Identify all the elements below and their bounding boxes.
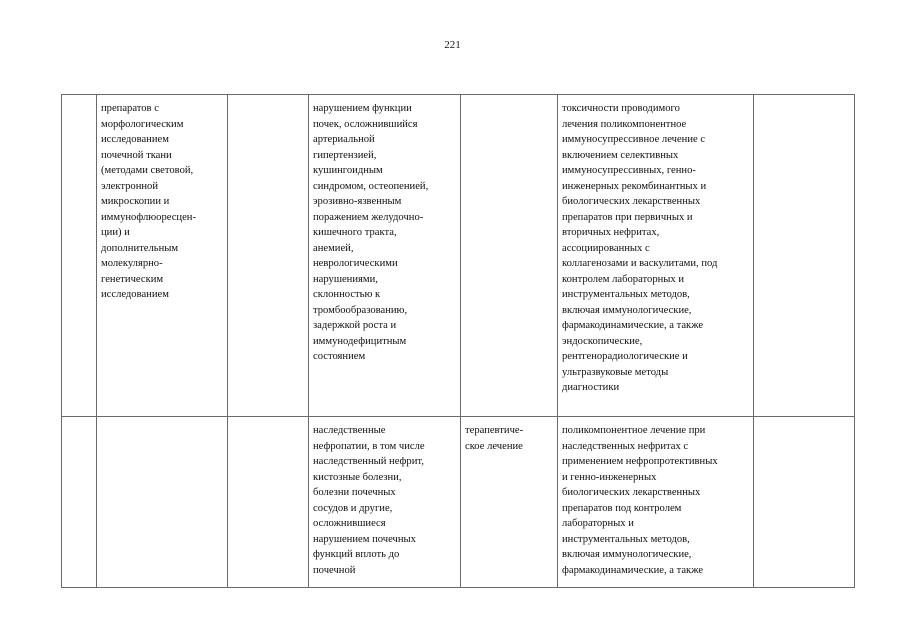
table-cell-model: наследственные нефропатии, в том числе наследственный нефрит, кистозные болезни, болезни почечных сосудов и другие, осложнившиеся нарушением почечных функций вплоть до почечной [309,417,461,588]
table-row [62,95,855,417]
table-cell-method: токсичности проводимого лечения поликомпонентное иммуносупрессивное лечение с включением селективных иммуносупрессивных, генно- инженерных рекомбинантных и биологических лекарственных препаратов при первичных и вторичных нефритах, ассоциированных с коллагенозами и васкулитами, под контролем лабораторных и инструментальных методов, включая иммунологические, фармакодинамические, а также эндоскопические, рентгенорадиологические и ультразвуковые методы диагностики [558,95,754,417]
table-cell-method: поликомпонентное лечение при наследственных нефритах с применением нефропротективных и генно-инженерных биологических лекарственных препаратов под контролем лабораторных и инструментальных методов, включая иммунологические, фармакодинамические, а также [558,417,754,588]
table-cell-profile [97,417,228,588]
page-number: 221 [444,39,461,51]
table-cell-number [62,95,97,417]
table-cell-treatment-type [461,95,558,417]
table-row [62,417,855,588]
table-cell-cost [754,95,855,417]
table-cell-profile: препаратов с морфологическим исследованием почечной ткани (методами световой, электронной микроскопии и иммунофлюоресцен- ции) и дополнительным молекулярно- генетическим исследованием [97,95,228,417]
table-cell-code [228,417,309,588]
treatment-table [61,94,855,588]
table-cell-code [228,95,309,417]
table-cell-model: нарушением функции почек, осложнившийся артериальной гипертензией, кушингоидным синдромом, остеопенией, эрозивно-язвенным поражением желудочно- кишечного тракта, анемией, неврологическими нарушениями, склонностью к тромбообразованию, задержкой роста и иммунодефицитным состоянием [309,95,461,417]
table-cell-treatment-type: терапевтиче- ское лечение [461,417,558,588]
table-cell-number [62,417,97,588]
table-cell-cost [754,417,855,588]
